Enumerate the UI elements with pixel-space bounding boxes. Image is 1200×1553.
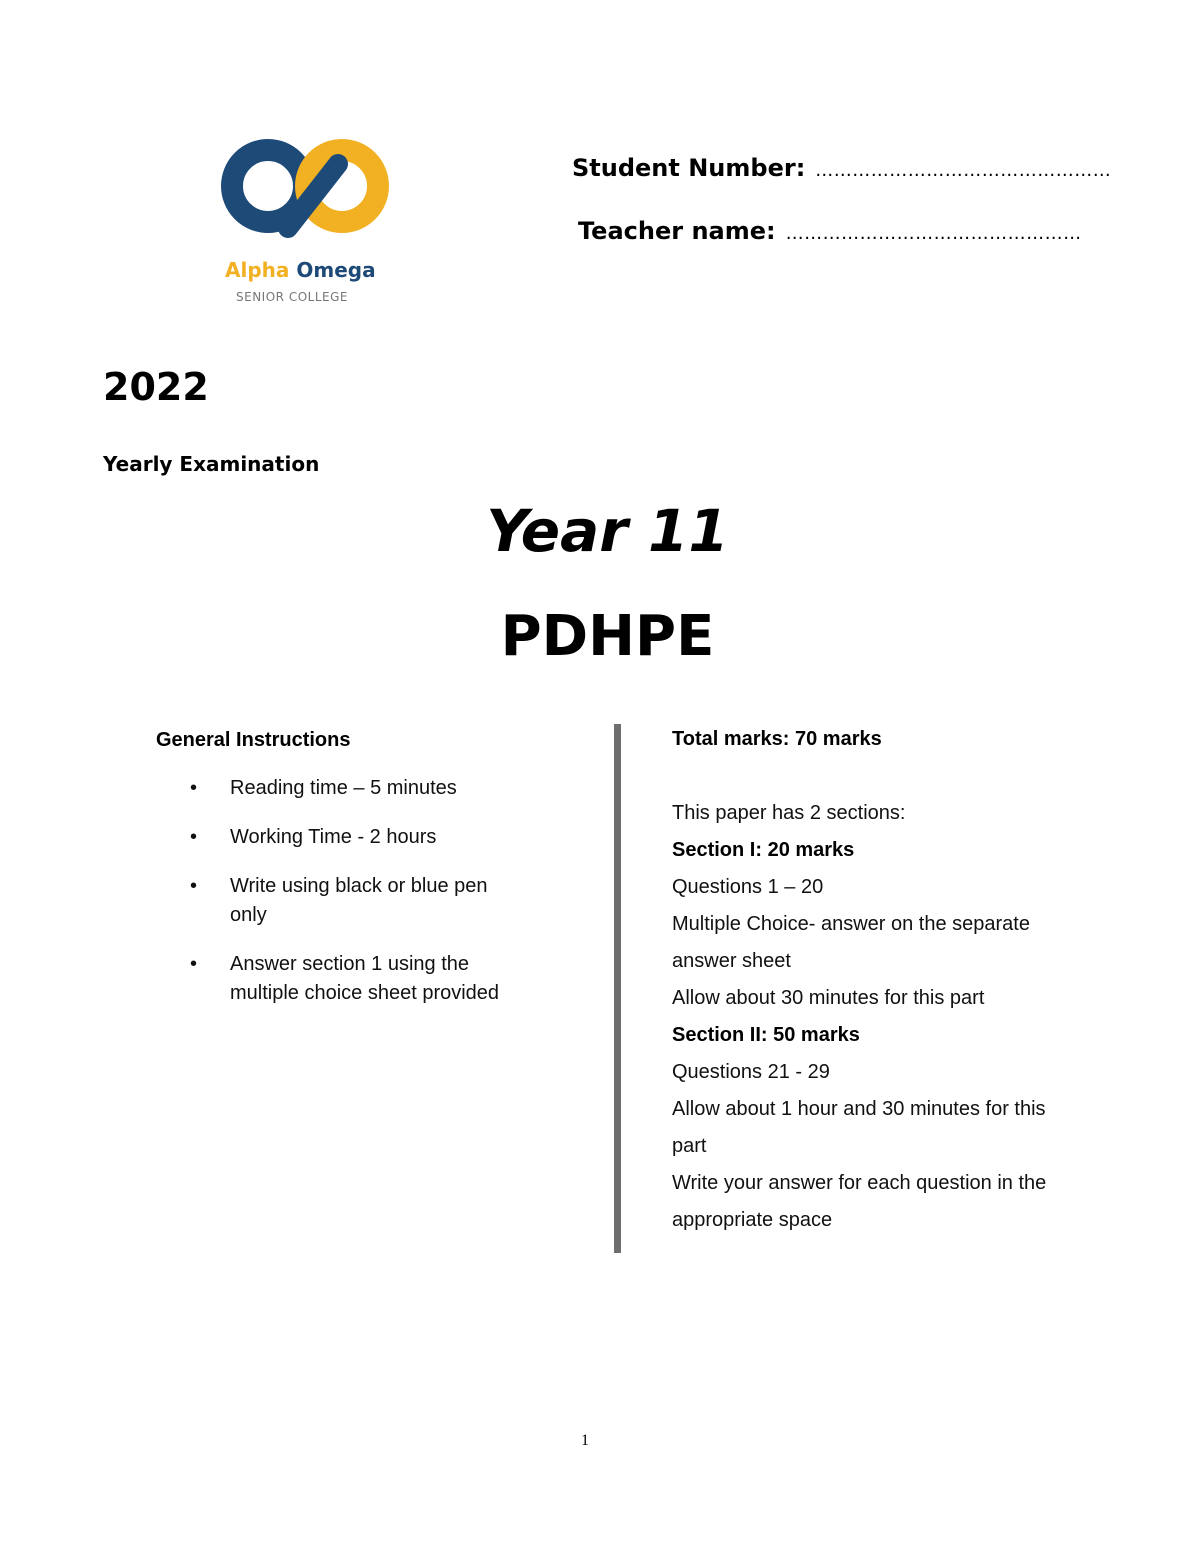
exam-subject: PDHPE [500, 604, 715, 669]
teacher-name-blank: ………………………………………… [785, 223, 1082, 244]
student-number-label: Student Number: [572, 154, 806, 182]
general-instructions-list [190, 774, 510, 1028]
total-marks: Total marks: 70 marks [672, 728, 882, 750]
general-instructions-heading: General Instructions [156, 729, 351, 751]
section2-title: Section II: 50 marks [672, 1024, 860, 1046]
section2-instructions: Write your answer for each question in the appropriate space [672, 1172, 1047, 1231]
paper-info [672, 721, 1072, 1239]
college-name-omega: Omega [296, 258, 376, 282]
section1-questions: Questions 1 – 20 [672, 876, 824, 898]
teacher-name-field [578, 217, 1082, 245]
sections-intro: This paper has 2 sections: [672, 802, 906, 824]
page-number: 1 [581, 1432, 589, 1449]
exam-type: Yearly Examination [103, 452, 320, 476]
student-number-blank: ………………………………………… [815, 160, 1112, 181]
section2-time: Allow about 1 hour and 30 minutes for this part [672, 1098, 1046, 1157]
student-number-field [572, 154, 1111, 182]
college-name-alpha: Alpha [225, 258, 290, 282]
instruction-item: • Write using black or blue pen only [190, 872, 510, 930]
instruction-item: • Answer section 1 using the multiple choice sheet provided [190, 950, 510, 1008]
section1-title: Section I: 20 marks [672, 839, 855, 861]
exam-year: 2022 [103, 365, 209, 409]
exam-grade: Year 11 [486, 497, 729, 565]
section1-time: Allow about 30 minutes for this part [672, 987, 985, 1009]
college-subtitle: SENIOR COLLEGE [236, 290, 348, 304]
college-name [225, 258, 376, 282]
section1-format: Multiple Choice- answer on the separate answer sheet [672, 913, 1030, 972]
section2-questions: Questions 21 - 29 [672, 1061, 830, 1083]
instruction-item: • Reading time – 5 minutes [190, 774, 510, 803]
column-divider [614, 724, 621, 1253]
instruction-item: • Working Time - 2 hours [190, 823, 510, 852]
college-logo-icon [218, 136, 398, 311]
teacher-name-label: Teacher name: [578, 217, 776, 245]
